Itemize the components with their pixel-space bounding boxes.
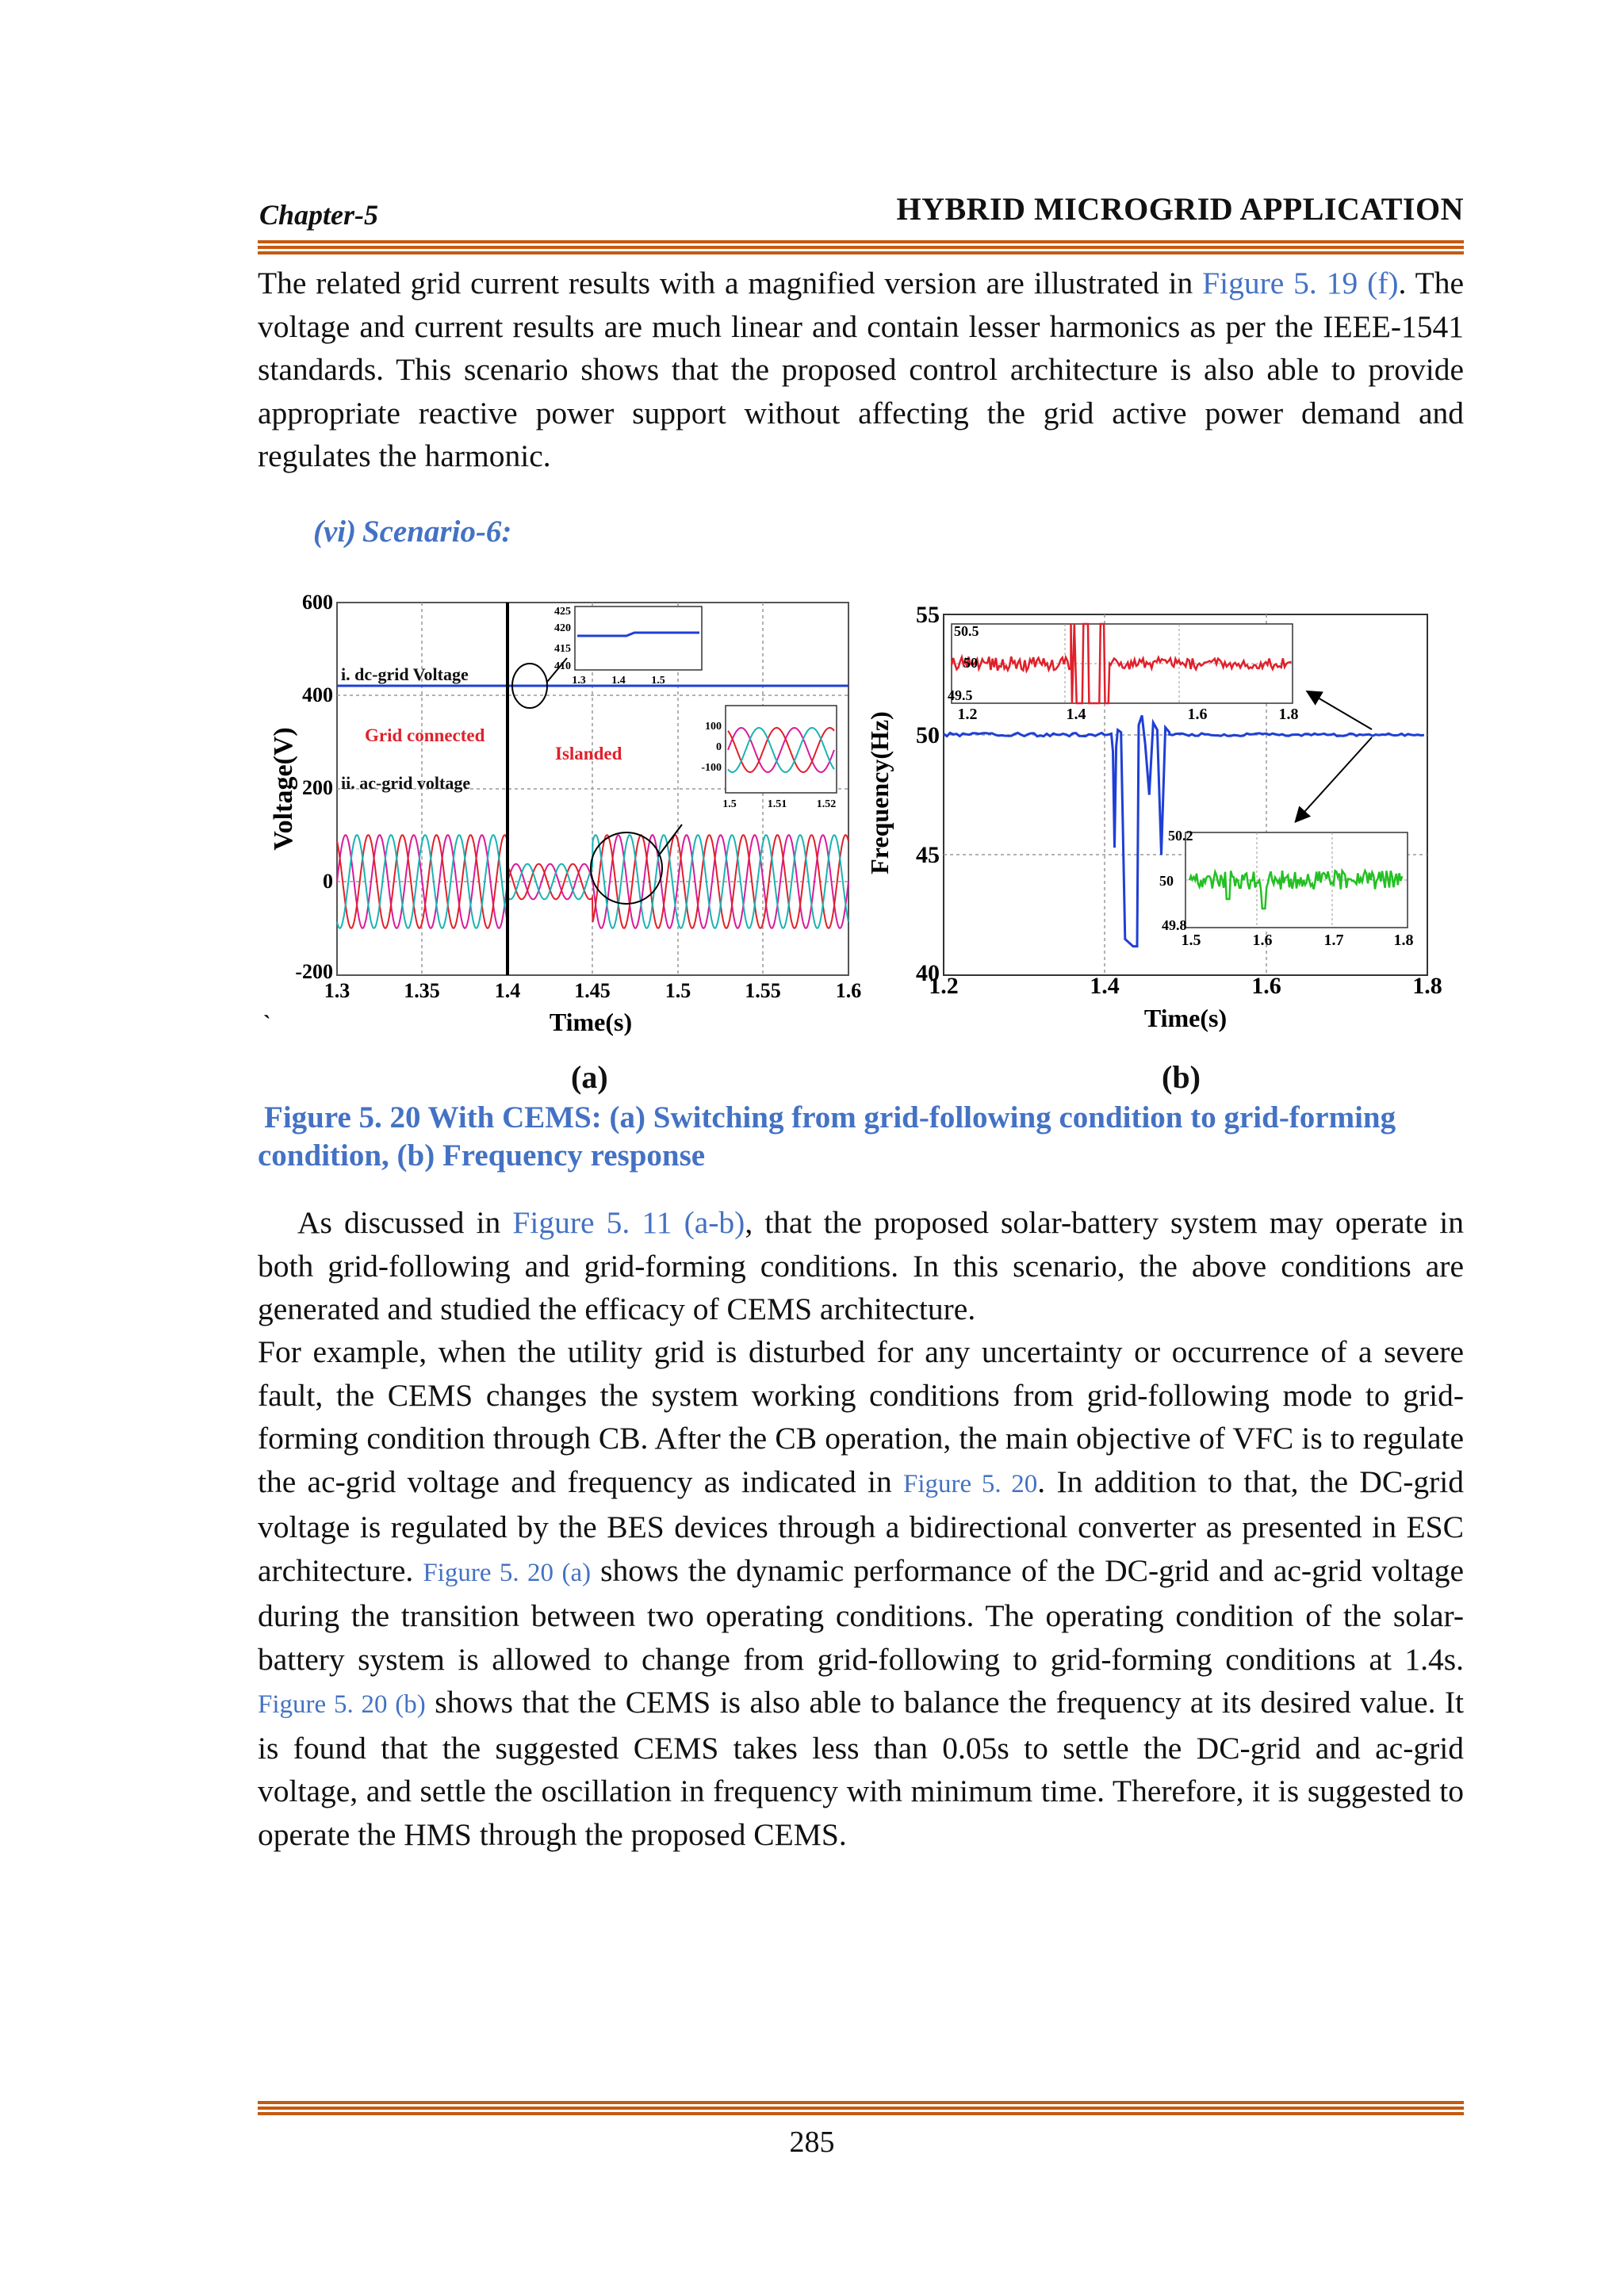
ytick: 50 xyxy=(916,722,940,748)
inset-a1-xtick: 1.5 xyxy=(651,675,665,687)
page-number: 285 xyxy=(789,2126,835,2159)
inset-b1-xtick: 1.6 xyxy=(1187,706,1208,723)
figure-a-voltage-plot xyxy=(262,587,864,1047)
inset-a2-xtick: 1.52 xyxy=(816,798,837,810)
xtick: 1.45 xyxy=(574,979,611,1002)
xtick: 1.6 xyxy=(1251,973,1281,999)
xtick: 1.4 xyxy=(1090,973,1120,999)
ylabel-a: Voltage(V) xyxy=(269,727,298,851)
ytick: 40 xyxy=(916,960,940,986)
para2-text-2: , that the proposed solar-battery system may operate in both grid-following and grid-forming conditions. In this scenario, the above conditions are generated and studied the efficacy of CEMS architecture. xyxy=(258,1205,1464,1326)
para2-text-1: As discussed in xyxy=(297,1205,513,1240)
chapter-label: Chapter-5 xyxy=(259,199,379,231)
inset-a1-ytick: 415 xyxy=(554,643,571,655)
sublabel-b: (b) xyxy=(1162,1059,1201,1095)
inset-a1-xtick: 1.4 xyxy=(611,675,626,687)
figure-caption: Figure 5. 20 With CEMS: (a) Switching from grid-following condition to grid-forming condition, (b) Frequency response xyxy=(258,1100,1396,1173)
paragraph-2 xyxy=(258,1201,1464,1331)
inset-a1-ytick: 410 xyxy=(554,660,571,672)
figure-ref-5-20[interactable]: Figure 5. 20 xyxy=(903,1469,1038,1498)
ytick: 0 xyxy=(323,870,333,893)
ytick: 200 xyxy=(302,776,333,799)
figure-ref-5-11[interactable]: Figure 5. 11 (a-b) xyxy=(512,1205,745,1240)
ylabel-b: Frequency(Hz) xyxy=(865,711,894,874)
xtick: 1.8 xyxy=(1412,973,1442,999)
inset-b2-xtick: 1.5 xyxy=(1181,932,1201,949)
inset-a2-ytick: -100 xyxy=(701,762,722,774)
paragraph-3 xyxy=(258,1330,1464,1856)
inset-b1-ytick: 50 xyxy=(963,655,978,671)
inset-a1-ytick: 425 xyxy=(554,606,571,618)
inset-a2-xtick: 1.51 xyxy=(767,798,787,810)
inset-b2-xtick: 1.6 xyxy=(1252,932,1273,949)
stray-mark: ` xyxy=(263,1012,271,1036)
inset-b2-ytick: 50 xyxy=(1159,873,1174,889)
chapter-title: HYBRID MICROGRID APPLICATION xyxy=(896,191,1464,227)
inset-a2-ytick: 100 xyxy=(705,721,722,733)
ytick: 55 xyxy=(916,602,940,628)
para3-text-4: shows that the CEMS is also able to balance the frequency at its desired value. It is found that the suggested CEMS takes less than 0.05s to settle the DC-grid and ac-grid voltage, and settle the oscillation in frequency with minimum time. Therefore, it is suggested to operate the HMS through the proposed CEMS. xyxy=(258,1685,1464,1852)
xlabel-a: Time(s) xyxy=(549,1008,633,1036)
xtick: 1.35 xyxy=(404,979,440,1002)
xtick: 1.2 xyxy=(929,973,959,999)
inset-b1-xtick: 1.4 xyxy=(1066,706,1086,723)
label-dc: i. dc-grid Voltage xyxy=(341,664,469,684)
figure-b-frequency-plot xyxy=(864,591,1467,1043)
xtick: 1.4 xyxy=(494,979,521,1002)
inset-b1-xtick: 1.2 xyxy=(957,706,978,723)
inset-a1 xyxy=(575,607,702,670)
inset-b2-ytick: 50.2 xyxy=(1168,828,1193,844)
inset-a2-ytick: 0 xyxy=(716,741,722,753)
header-rule xyxy=(258,240,1464,254)
figure-ref-5-20a[interactable]: Figure 5. 20 (a) xyxy=(423,1558,592,1587)
sublabel-a: (a) xyxy=(571,1059,608,1095)
label-grid-connected: Grid connected xyxy=(365,725,485,745)
inset-a2-xtick: 1.5 xyxy=(722,798,737,810)
inset-b2-xtick: 1.7 xyxy=(1323,932,1344,949)
para3-text-2: . In addition to that, the DC-grid voltage is regulated by the BES devices through a bidirectional converter as presented in ESC architecture. xyxy=(258,1464,1464,1588)
para3-text-3: shows the dynamic performance of the DC-grid and ac-grid voltage during the transition between two operating conditions. The operating condition of the solar-battery system is allowed to change from grid-following to grid-forming conditions at 1.4s. xyxy=(258,1552,1464,1677)
inset-b2-xtick: 1.8 xyxy=(1393,932,1414,949)
inset-b1-ytick: 50.5 xyxy=(954,623,979,639)
inset-b2-ytick: 49.8 xyxy=(1162,917,1187,933)
footer-rule xyxy=(258,2101,1464,2115)
para3-text-1: For example, when the utility grid is disturbed for any uncertainty or occurrence of a severe fault, the CEMS changes the system working conditions from grid-following mode to grid-forming condition through CB. After the CB operation, the main objective of VFC is to regulate the ac-grid voltage and frequency as indicated in xyxy=(258,1334,1464,1499)
ytick: 600 xyxy=(302,591,333,614)
para1-text-2: . The voltage and current results are much linear and contain lesser harmonics as per the IEEE-1541 standards. This scenario shows that the proposed control architecture is also able to provide appropriate reactive power support without affecting the grid active power demand and regulates the harmonic. xyxy=(258,266,1465,473)
xlabel-b: Time(s) xyxy=(1143,1004,1228,1032)
inset-b1-xtick: 1.8 xyxy=(1278,706,1299,723)
para1-text-1: The related grid current results with a magnified version are illustrated in xyxy=(258,266,1203,300)
xtick: 1.55 xyxy=(745,979,781,1002)
ytick: 45 xyxy=(916,842,940,868)
label-islanded: Islanded xyxy=(555,744,622,763)
label-ac: ii. ac-grid voltage xyxy=(341,773,471,793)
figure-ref-5-20b[interactable]: Figure 5. 20 (b) xyxy=(258,1690,426,1719)
ytick: -200 xyxy=(295,960,333,983)
scenario-heading: (vi) Scenario-6: xyxy=(313,515,512,549)
figure-ref-5-19f[interactable]: Figure 5. 19 (f) xyxy=(1202,266,1399,300)
paragraph-1 xyxy=(258,262,1464,478)
xtick: 1.5 xyxy=(665,979,691,1002)
inset-a1-ytick: 420 xyxy=(554,622,571,634)
inset-a1-xtick: 1.3 xyxy=(572,675,586,687)
ytick: 400 xyxy=(302,683,333,706)
xtick: 1.6 xyxy=(835,979,862,1002)
inset-b1-ytick: 49.5 xyxy=(948,687,973,703)
xtick: 1.3 xyxy=(324,979,350,1002)
